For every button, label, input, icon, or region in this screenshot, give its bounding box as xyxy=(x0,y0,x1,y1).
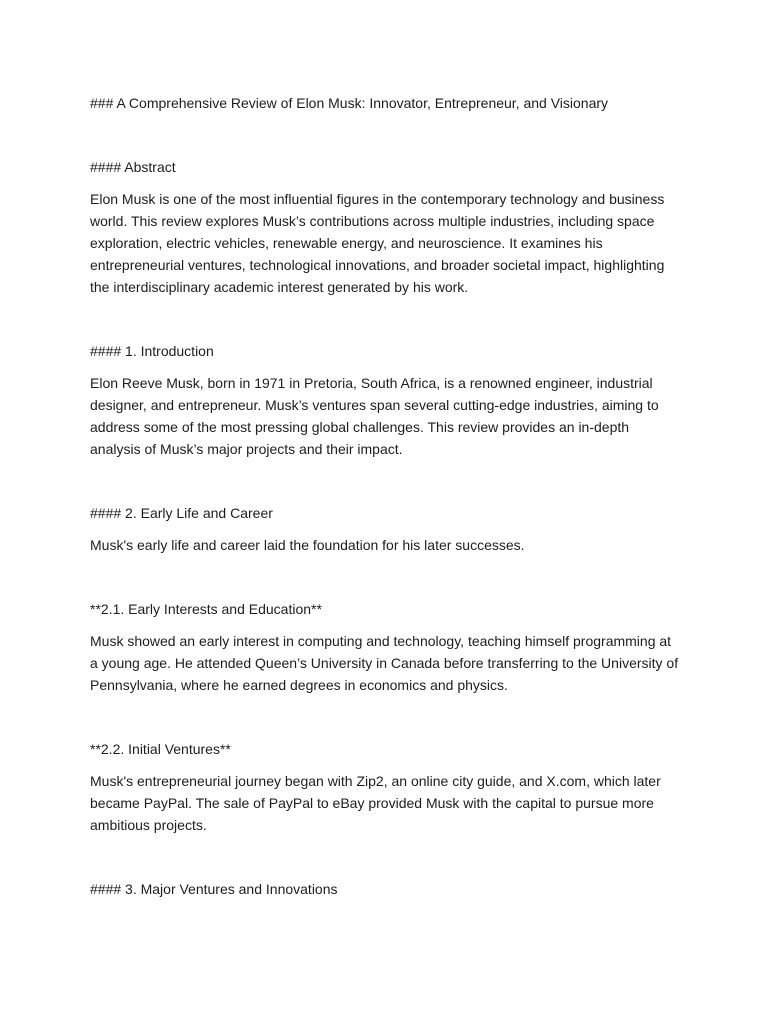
section-body-early-life: Musk's early life and career laid the foundation for his later successes. xyxy=(90,537,525,553)
section-body-initial-ventures: Musk's entrepreneurial journey began with Zip2, an online city guide, and X.com, which later became PayPal. The sale of PayPal to eBay provided Musk with the capital to pursue more ambitious projects. xyxy=(90,773,661,833)
section-body-introduction: Elon Reeve Musk, born in 1971 in Pretoria, South Africa, is a renowned engineer, industrial designer, and entrepreneur. Musk’s ventures span several cutting-edge industries, aiming to address some of the most pressing global challenges. This review provides an in-depth analysis of Musk’s major projects and their impact. xyxy=(90,375,659,457)
section-heading-introduction: #### 1. Introduction xyxy=(90,343,214,359)
section-heading-abstract: #### Abstract xyxy=(90,159,176,175)
section-body-abstract: Elon Musk is one of the most influential figures in the contemporary technology and business world. This review explores Musk’s contributions across multiple industries, including space exploration, electric vehicles, renewable energy, and neuroscience. It examines his entrepreneurial ventures, technological innovations, and broader societal impact, highlighting the interdisciplinary academic interest generated by his work. xyxy=(90,191,665,295)
section-heading-major-ventures: #### 3. Major Ventures and Innovations xyxy=(90,881,338,897)
document-body xyxy=(90,92,682,910)
section-heading-initial-ventures: **2.2. Initial Ventures** xyxy=(90,741,231,757)
document-title: ### A Comprehensive Review of Elon Musk: Innovator, Entrepreneur, and Visionary xyxy=(90,95,609,111)
section-body-early-interests: Musk showed an early interest in computing and technology, teaching himself programming at a young age. He attended Queen’s University in Canada before transferring to the University of Pennsylvania, where he earned degrees in economics and physics. xyxy=(90,633,679,693)
section-heading-early-life: #### 2. Early Life and Career xyxy=(90,505,273,521)
section-heading-early-interests: **2.1. Early Interests and Education** xyxy=(90,601,322,617)
